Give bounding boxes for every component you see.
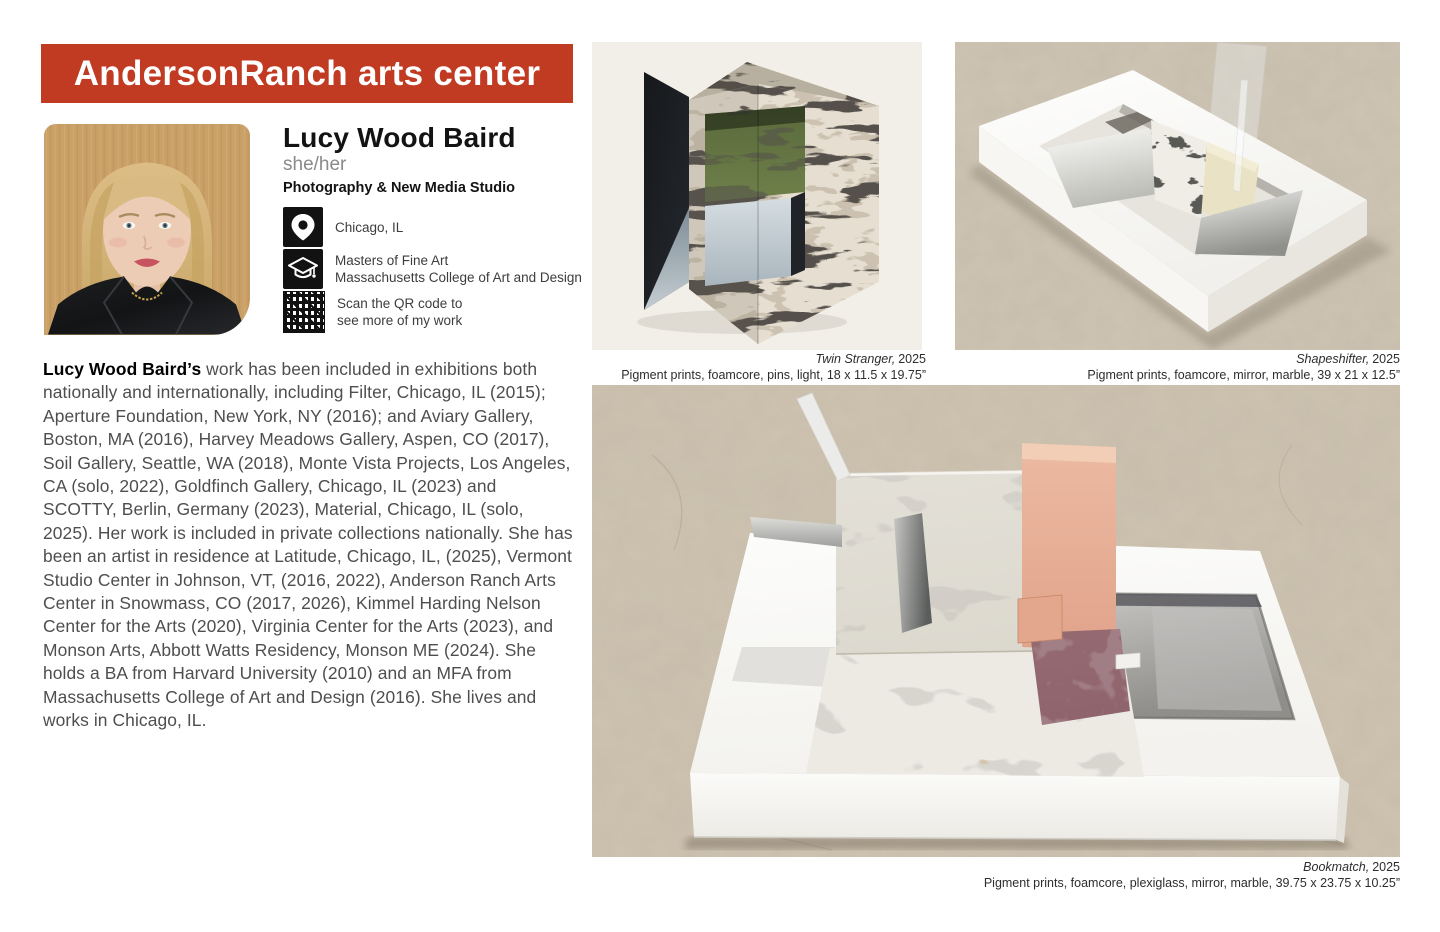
location-row: [283, 207, 403, 247]
artwork-year: 2025: [898, 352, 926, 366]
caption-title-line: [586, 352, 926, 368]
org-banner: [41, 44, 573, 103]
artwork-materials: Pigment prints, foamcore, pins, light, 18 x 11.5 x 19.75”: [621, 367, 926, 382]
caption-title-line: [955, 352, 1400, 368]
artwork-year: 2025: [1372, 352, 1400, 366]
caption-bookmatch: [592, 860, 1400, 891]
caption-shapeshifter: [955, 352, 1400, 383]
location-pin-icon: [283, 207, 323, 247]
artwork-materials: Pigment prints, foamcore, plexiglass, mirror, marble, 39.75 x 23.75 x 10.25”: [983, 875, 1400, 890]
artist-name: Lucy Wood Baird: [283, 122, 516, 153]
artwork-title: Bookmatch,: [1303, 860, 1370, 874]
qr-code-icon: [283, 291, 325, 333]
artwork-materials: Pigment prints, foamcore, mirror, marble, 39 x 21 x 12.5”: [1087, 367, 1400, 382]
education-school: Massachusetts College of Art and Design: [335, 270, 582, 285]
caption-twin-stranger: [586, 352, 926, 383]
caption-title-line: [592, 860, 1400, 876]
education-degree: Masters of Fine Art: [335, 253, 449, 268]
artist-studio: Photography & New Media Studio: [283, 180, 516, 196]
artist-bio: [43, 358, 573, 733]
qr-label: [337, 295, 462, 329]
artwork-title: Twin Stranger,: [815, 352, 896, 366]
artwork-bookmatch-photo: [592, 385, 1400, 857]
location-label: Chicago, IL: [335, 219, 404, 235]
artwork-title: Shapeshifter,: [1296, 352, 1370, 366]
artist-portrait: [44, 124, 250, 335]
qr-label-line1: Scan the QR code to: [337, 296, 463, 311]
bio-body: work has been included in exhibitions both nationally and internationally, including Filter, Chicago, IL (2015); Aperture Foundation, New York, NY (2016); and Aviary Gallery, Boston, MA (2016), Harvey Meadows Gallery, Aspen, CO (2017), Soil Gallery, Seattle, WA (2018), Monte Vista Projects, Los Angeles, CA (solo, 2022), Goldfinch Gallery, Chicago, IL (2023) and SCOTTY, Berlin, Germany (2023), Material, Chicago, IL (solo, 2025). Her work is included in private collections nationally. She has been an artist in residence at Latitude, Chicago, IL, (2025), Vermont Studio Center in Johnson, VT, (2016, 2022), Anderson Ranch Arts Center in Snowmass, CO (2017, 2026), Kimmel Harding Nelson Center for the Arts (2020), Virginia Center for the Arts (2023), and Monson Arts, Abbott Watts Residency, Monson ME (2024). She holds a BA from Harvard University (2010) and an MFA from Massachusetts College of Art and Design (2016). She lives and works in Chicago, IL.: [43, 359, 573, 731]
graduation-cap-icon: [283, 249, 323, 289]
qr-label-line2: see more of my work: [337, 313, 463, 328]
bio-lead: Lucy Wood Baird’s: [43, 359, 202, 379]
artwork-year: 2025: [1372, 860, 1400, 874]
artwork-shapeshifter-photo: [955, 42, 1400, 350]
portrait-photo-illustration: [44, 124, 250, 335]
education-label: [335, 252, 582, 286]
artwork-twin-stranger-photo: [592, 42, 922, 350]
org-title: AndersonRanch arts center: [73, 53, 541, 93]
qr-row: [283, 291, 462, 333]
education-row: [283, 249, 582, 289]
artist-pronouns: she/her: [283, 154, 347, 175]
